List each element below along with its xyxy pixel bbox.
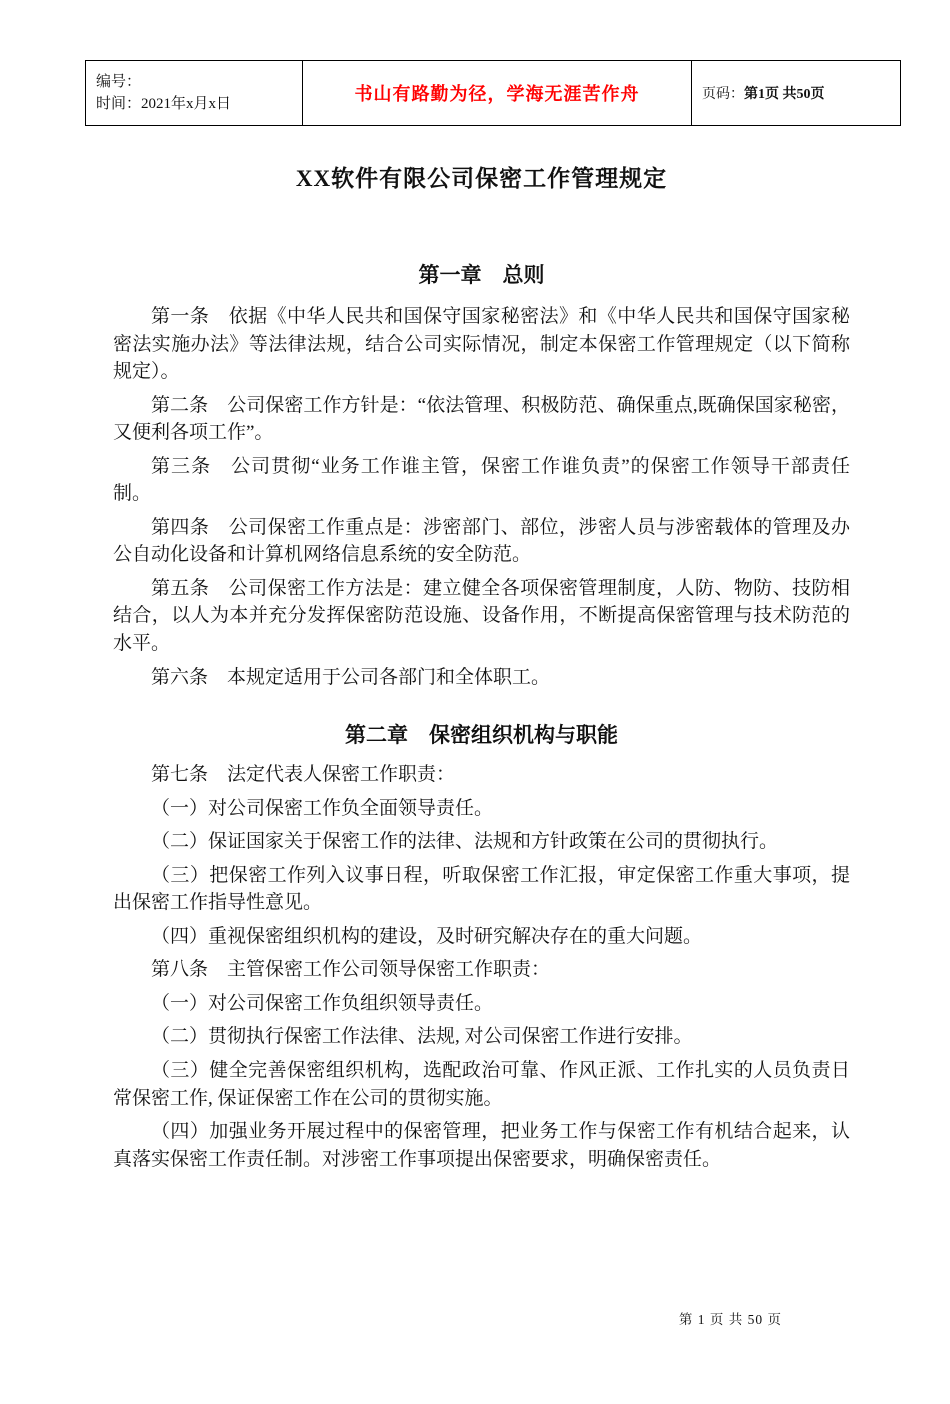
paragraph-article-7: 第七条 法定代表人保密工作职责： [151, 764, 456, 786]
paragraph-article-1: 第一条 依据《中华人民共和国保守国家秘密法》和《中华人民共和国保守国家秘密法实施办法》等法律法规，结合公司实际情况，制定本保密工作管理规定（以下简称规定）。 [113, 306, 850, 383]
doc-number-label: 编号： [96, 73, 142, 90]
paragraph-article-4: 第四条 公司保密工作重点是：涉密部门、部位，涉密人员与涉密载体的管理及办公自动化设备和计算机网络信息系统的安全防范。 [113, 516, 850, 566]
doc-date-label: 时间：2021年x月x日 [96, 96, 232, 112]
page-number-value: 第1页 共50页 [744, 87, 825, 102]
paragraph-article-7-item-2: （二）保证国家关于保密工作的法律、法规和方针政策在公司的贯彻执行。 [151, 831, 779, 853]
paragraph-article-8: 第八条 主管保密工作公司领导保密工作职责： [151, 959, 551, 981]
page-number-label: 页码： [702, 87, 744, 102]
paragraph-article-5: 第五条 公司保密工作方法是：建立健全各项保密管理制度，人防、物防、技防相结合，以人为本并充分发挥保密防范设施、设备作用，不断提高保密管理与技术防范的水平。 [113, 577, 850, 655]
header-page-cell [692, 61, 901, 126]
header-meta-cell [86, 61, 303, 126]
paragraph-article-8-item-4: （四）加强业务开展过程中的保密管理，把业务工作与保密工作有机结合起来，认真落实保密工作责任制。对涉密工作事项提出保密要求，明确保密责任。 [113, 1121, 850, 1170]
document-body [113, 160, 850, 1173]
chapter-2-heading: 第二章 保密组织机构与职能 [345, 723, 618, 748]
header-motto-text: 书山有路勤为径，学海无涯苦作舟 [354, 84, 640, 104]
paragraph-article-2: 第二条 公司保密工作方针是：“依法管理、积极防范、确保重点,既确保国家秘密，又便利各项工作”。 [113, 394, 850, 444]
paragraph-article-6: 第六条 本规定适用于公司各部门和全体职工。 [151, 666, 551, 688]
document-title: XX软件有限公司保密工作管理规定 [295, 166, 668, 191]
chapter-1-heading: 第一章 总则 [418, 263, 545, 287]
paragraph-article-8-item-3: （三）健全完善保密组织机构，选配政治可靠、作风正派、工作扎实的人员负责日常保密工作, 保证保密工作在公司的贯彻实施。 [113, 1060, 850, 1109]
header-motto-cell [303, 61, 692, 126]
document-header [85, 60, 901, 126]
paragraph-article-3: 第三条 公司贯彻“业务工作谁主管，保密工作谁负责”的保密工作领导干部责任制。 [113, 455, 850, 505]
paragraph-article-7-item-4: （四）重视保密组织机构的建设，及时研究解决存在的重大问题。 [151, 925, 703, 947]
paragraph-article-8-item-2: （二）贯彻执行保密工作法律、法规, 对公司保密工作进行安排。 [151, 1026, 693, 1048]
paragraph-article-7-item-3: （三）把保密工作列入议事日程，听取保密工作汇报，审定保密工作重大事项，提出保密工作指导性意见。 [113, 864, 850, 914]
footer-page-indicator: 第 1 页 共 50 页 [678, 1312, 782, 1327]
document-page [0, 60, 950, 1404]
paragraph-article-7-item-1: （一）对公司保密工作负全面领导责任。 [151, 797, 494, 819]
paragraph-article-8-item-1: （一）对公司保密工作负组织领导责任。 [151, 992, 494, 1014]
